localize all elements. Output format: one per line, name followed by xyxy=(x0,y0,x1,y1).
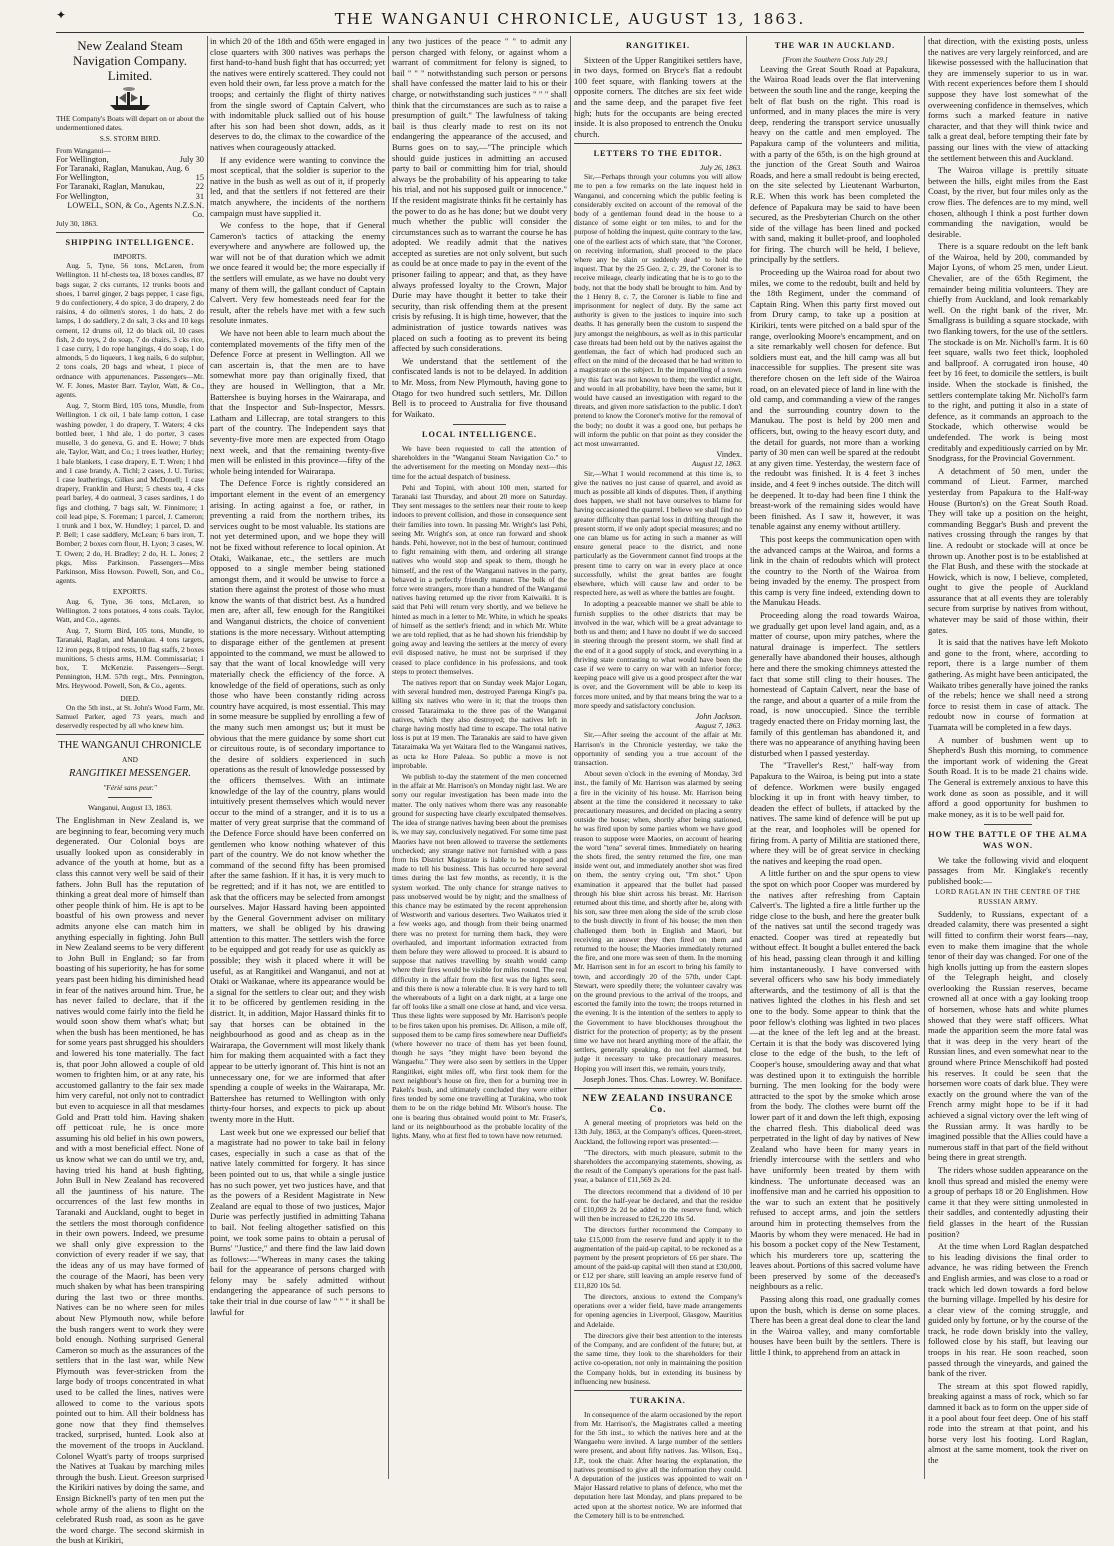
died-heading: DIED. xyxy=(120,693,140,703)
section-divider xyxy=(574,1390,742,1391)
letters-heading: LETTERS TO THE EDITOR. xyxy=(593,149,723,159)
short-divider xyxy=(984,824,1032,825)
local-paragraph: We publish to-day the statement of the men concerned in the affair at Mr. Harrison's on Monday night last. We are sorry our regular investigation has been made into the matter. The only natives whom there was any reasonable ground for suspecting have clearly exculpated themselves. The idea of strange natives having been about the premises is, we may say, conclusively negatived. For some time past Maories have not been allowed to traverse the settlements unchecked; any strange native not furnished with a pass from his District Magistrate is liable to be stopped and made to tell his business. This has occurred here several times during the last few months, as recently, it is the system worked. The only chance for strange natives to pass unobserved would be by night; and the smallness of this chance may be estimated by the recent apprehension of Westworth and various deserters. Two Waikatos tried it a few weeks ago, and though from their being unarmed there was no pretext for turning them back, they were overhauled, and important information extracted from them before they were allowed to proceed. It is absurd to suppose that natives travelling by stealth would camp where their fires would be visible for miles round. The real difficulty in the affair from the first was the lights seen, and this there is now a tolerable clue. It is very hard to tell the whereabouts of a light on a dark night, at a large one far off looks like a small one close at hand, and vice versa. Thus these lights were supposed by Mr. Harrison's people to be fires taken upon his premises. Dr. Allison, a mile off, supposed them to be camp fires somewhere near Duffield's (where however no trace of them has yet been found, though he says "they might have been beyond the Wangaehu." They were also seen by settlers in the Upper Rangitikei, eight miles off, who first took them for the next neighbour's house on fire, then for a burning tree in Pakeh's bush, and ultimately concluded they were either fires tended by some one travelling at Turakina, who took them to be on the ridge behind Mr. Wilson's house. The one is bearing thus obtained would point to Mr. Fraser's, land or its neighbourhood as the probable locality of the lights. Many, who at first fled to town have now returned. xyxy=(392,772,567,1140)
alma-paragraph: The riders whose sudden appearance on the knoll thus spread and misled the enemy were a group of perhaps 18 or 20 Englishmen. How came it that they were sitting unmolested in their saddles, and contentedly adjusting their field glasses in the heart of the Russian position? xyxy=(928,1164,1088,1239)
schedule-row: For Wellington, 15 xyxy=(56,173,204,183)
died-notice: On the 5th inst., at St. John's Wood Farm, Mr. Samuel Parker, aged 73 years, much and deservedly respected by all who knew him. xyxy=(56,702,204,731)
vessel-name: S.S. STORM BIRD. xyxy=(99,134,161,144)
leader-paragraph: Last week but one we expressed our belief that a magistrate had no power to take bail in felony cases, especially in such a case as that of the native lately committed for forgery. It has since been pointed out to us, that while a single justice has no such power, yet two justices have, and that as the powers of a Resident Magistrate in New Zealand are equal to those of two justices, Major Durie was perfectly justified in admitting Tahana to bail. Not feeling altogether satisfied on this point, we took some pains to obtain a perusal of Burns' "Justice," and there find the law laid down as follows:—"Whereas in many cases the taking bail for the appearance of persons charged with felony may be safely admitted without endangering the appearance of such persons to take their trial in due course of law " " " it shall be lawful for xyxy=(210,1126,385,1317)
alma-heading: HOW THE BATTLE OF THE ALMA WAS WON. xyxy=(928,830,1088,850)
war-paragraph: There is a square redoubt on the left bank of the Wairoa, held by 200, commanded by Major Lyons, of whom 25 men, under Lieut. Chevalier, are of the 65th Regiment, the remainder being militia volunteers. They are chiefly from Auckland, and look remarkably well. On the right bank of the river, Mr. Smallgrass is building a square stockade, with two flanking towers, for the use of the settlers. The stockade is on Mr. Nicholl's farm. It is 60 feet square, walls two feet thick, loopholed and ballproof. A corrugated iron house, 40 feet by 16 feet, to domicile the settlers, is built inside. When the stockade is finished, the settlers contemplate taking Mr. Nicholl's farm to the right, and putting it also in a state of defence, as it commands an approach to the Stockade, which otherwise would be undefended. The work is being most creditably and expeditiously carried on by Mr. Snodgrass, for the Provincial Government. xyxy=(928,241,1088,464)
alma-paragraph: Suddenly, to Russians, expectant of a dreaded calamity, there was presented a sight will fitted to confirm their worst fears—nay, even to make them imagine that the whole tenor of their day was changed. For one of the high knolls jutting up from the eastern slopes of the Telegraph height, and closely overlooking the Russian reserves, became crowned all at once with a gay looking troop of horsemen, whose hats and white plumes showed that they were staff officers. What made the apparition seem the more fatal was that it was deep in the very heart of the Russian lines, and even somewhat near to the ground where Prince Menschikoff had posted his reserves. It could be seen that the horsemen wore coats of dark blue. They were exactly on the ground where the van of the French army might hope to be if it had achieved a signal victory over the left wing of the Russian army. It was hardly to be imagined possible that the Allies could have a numerous staff in that part of the field without being there in great strength. xyxy=(928,908,1088,1163)
war-paragraph: The Wairoa village is prettily situate between the hills, eight miles from the East Coast, by the river, but four miles only as the crow flies. The defences are to my mind, well chosen, although I think a post further down commanding the navigation, would be desirable. xyxy=(928,165,1088,239)
insurance-paragraph: The directors give their best attention to the interests of the Company, and are confident of the future; but, at the same time, they look to the shareholders for their active co-operation, not only in maintaining the position the Company holds, but in extending its business by influencing new business. xyxy=(574,1330,742,1386)
top-divider xyxy=(56,32,1084,33)
leader-dateline: Wanganui, August 13, 1863. xyxy=(88,802,172,812)
war-paragraph: This post keeps the communication open with the advanced camps at the Wairoa, and forms a link in the chain of redoubts which will protect the country to the North of the Wairoa from being invaded by the enemy. The prospect from this camp is very fine indeed, extending down to the Manukau Heads. xyxy=(750,533,920,608)
letter-signature: Vindex. xyxy=(716,450,742,460)
war-paragraph: The "Traveller's Rest," half-way from Papakura to the Wairoa, is being put into a state of defence. Workmen were busily engaged blocking it up in front with heavy timber, to deaden the effect of bullets, if attacked by the natives. The same kind of defence will be put up at the rear, and loopholes will be opened for firing from. A party of Militia are stationed there, where they will be of great service in checking the natives and keeping the road open. xyxy=(750,760,920,866)
alma-paragraph: The stream at this spot flowed rapidly, breaking against a mass of rock, which so far damned it back as to form on the upper side of it a pool about four feet deep. One of his staff rode into the stream at that point, and his horse very lost his footing. Lord Raglan, almost at the same moment, took the river on the xyxy=(928,1380,1088,1465)
letter-body: Sir,—After seeing the account of the affair at Mr. Harrison's in the Chronicle yesterday, we take the opportunity of sending you a true account of the transaction. xyxy=(574,730,742,767)
steam-ad-date: July 30, 1863. xyxy=(56,219,98,229)
steam-ad-agent: LOWELL, SON, & Co., Agents N.Z.S.N. Co. xyxy=(67,200,204,220)
steamship-icon xyxy=(56,86,204,112)
letter-signature: John Jackson. xyxy=(695,711,742,721)
shipping-heading: SHIPPING INTELLIGENCE. xyxy=(65,238,195,248)
steam-ad-title: New Zealand Steam Navigation Company. Limited. xyxy=(73,38,187,83)
leader-paragraph: We have not been able to learn much about the contemplated movements of the fifty men of the Defence Force at present in Wellington. All we can ascertain is, that the men are to have somewhat more pay than originally fixed, that they are housed in Wellington, that a Mr. Battershee is buying horses in the Wairarapa, and that the Inspector and Sub-Inspector, Messrs. Latham and Lillecrap, are total strangers to this part of the country. The Independent says that seventy-five more men are expected from Otago next week, and that the remaining twenty-five men will be enlisted in this province—fifty of the whole being intended for Wairarapa. xyxy=(210,328,385,476)
local-paragraph: The natives report that on Sunday week Major Logan, with several hundred men, destroyed Parenga Kingi's pa, killing six natives who were in it; that the troops then crossed Tataraimaka to the three pas of the Wanganui natives, which they also destroyed; the natives left in charge having mostly had time to escape. The total native loss is put at 19 men. The Taranakis are said to have given Tataraimaka Wa yet Waitara fled to the Wanganui natives, as ucta ke Hore Paleaa. So public a move is not improbable. xyxy=(392,678,567,770)
section-divider xyxy=(574,1088,742,1089)
letter-body: Sir,—Perhaps through your columns you will allow me to pen a few remarks on the late inquest held in Wanganui, and concerning which the public feeling is considerably excited on account of the removal of the body of a gentleman found dead in the house to a distance of some eight or ten miles, to and for the purpose of holding the inquest, quite contrary to the law, one of the earliest acts of which state, that "the Coroner, on receiving information, shall proceed to the place where any be slain or suddenly dead" to hold the inquest. That by the 25 Geo. 2, c. 29, the Coroner is to receive mileage, clearly indicating that he is to go to the body, not that the body shall be brought to him. And by the 1 Henry 8, c. 7, the Coroner is liable to fine and imprisonment for neglect of duty. By the same act authority is given to the justices to inquire into such deaths. It has generally been the custom to suspend the jury amongst the neighbours, as well as in this particular case threats had been held out by the natives against the gentleman, the fact of which had produced such an effect on the mind of the deceased that he had written to a magistrate on the subject. In the impanelling of a town jury this fact was not known to them; the verdict might, and would in all probability, have been the same, but it would have caused an investigation with regard to the threats, and given more satisfaction to the public. I don't pretend to know the Coroner's motive for the removal of the body; no doubt it was a good one, but perhaps he will inform the public on that point as they consider the act most unwarranted. xyxy=(574,172,742,449)
insurance-paragraph: The directors, anxious to extend the Company's operations over a wider field, have made arrangements for opening agencies in Liverpool, Glasgow, Mauritius and Adelaide. xyxy=(574,1291,742,1329)
letter-body: About seven o'clock in the evening of Monday, 3rd inst., the family of Mr. Harrison was alarmed by seeing a fire in the vicinity of his house. Mr. Harrison being absent at the time the considered it necessary to take precautionary measures, and decided on placing a sentry outside the house; when, shortly after being stationed, he was fired upon by some parties whom we have good reason to suppose were Maories, on account of hearing the word "tena" several times. Immediately on hearing the shots fired, the sentry returned the fire, one man inside went out, and immediately another shot was fired on them, the sentry crying out, "I'm shot." Upon examination it appeared that the bullet had passed through his blue shirt across his breast. Mr. Harrison returned about this time, and shortly after he, along with his son, saw three men along the side of the scrub close to the bush directly in front of his house; the men then challenged them both in English and Maori, but receiving an answer they then fired on them and returned to the house; the Maories immediately returned the fire, and one more was seen of them. In the morning Mr. Harrison sent in for an escort to bring his family to town, and accordingly 20 of the 57th, under Capt. Stewart, were speedily there; the volunteer cavalry was on the ground previous to the arrival of the troops, and escorted the family into the town; the troops returned in the evening. It is the intention of the settlers to apply to the Government to have blockhouses throughout the district for the protection of property; as by the present time we have not heard anything more of the affair, the settlers, generally speaking, do not feel alarmed, but judge it necessary to take precautionary measures. Hoping you will insert this, we remain, yours truly, xyxy=(574,769,742,1073)
local-paragraph: We have been requested to call the attention of shareholders in the "Wanganui Steam Navigation Co." to the advertisement for the meeting on Monday next—this time for the actual despatch of business. xyxy=(392,443,567,481)
war-paragraph: A number of bushmen went up to Shepherd's Bush this morning, to commence the important work of widening the Great South Road. It is to be made 21 chains wide. The General is extremely anxious to have this work done as soon as possible, and it will afford a good opportunity for bushmen to make money, as it is to be well paid for. xyxy=(928,734,1088,819)
war-paragraph: Proceeding up the Wairoa road for about two miles, we come to the redoubt, built and held by the 18th Regiment, under the command of Captain Ring. When this party first moved out from Drury camp, to take up a position at Kirikiri, tents were pitched on a bald spur of the range, overlooking Moore's encampment, and on a site remarkably well chosen for defence. But soldiers must eat, and the hill camp was all but inaccessible for supplies. The present site was therefore chosen on the left side of the Wairoa road, on an elevated piece of land in line with the old camp, and commanding a view of the ranges and the surrounding country down to the Manukau. The post is held by 200 men and officers, but, owing to the heavy escort duty, and the detail for guards, not more than a working party of 30 men can well be spared at the redoubt at any given time. Yesterday, the western face of the redoubt was finished. It is 4 feet 3 inches inside, and 4 feet 9 inches outside. The ditch will be deepened. It to-day had been fine I think the breast-work of the remaining sides would have been finished. As I saw it, however, it was tenable against any enemy without artillery. xyxy=(750,267,920,532)
war-paragraph: A detachment of 50 men, under the command of Lieut. Farmer, marched yesterday from Papakura to the Half-way House (Burton's) on the Great South Road. They will take up a position on the height, commanding Beggar's Bush and prevent the natives crossing through the ranges by that line. A redoubt or stockade will at once be thrown up. Another post is to be established at the Flat Bush, and these with the stockade at Howick, which is now, I believe, completed, ought to give the people of Auckland assurance that at all events they are tolerably secure from surprise by natives from without, whatever may be said of those within, their gates. xyxy=(928,465,1088,635)
short-divider xyxy=(108,797,152,798)
letter-date: July 26, 1863. xyxy=(700,162,742,172)
column-3 xyxy=(392,36,567,1479)
insurance-paragraph: The directors further recommend the Company to take £15,000 from the reserve fund and apply it to the augmentation of the paid-up capital, to be reckoned as a payment by the present proprietors of £6 per share. The amount of the paid-up capital will then stand at £30,000, or £12 per share, still leaving an ample reserve fund of £11,820 10s 5d. xyxy=(574,1225,742,1290)
letter-signature: Joseph Jones. Thos. Chas. Lowrey. W. Boniface. xyxy=(583,1074,742,1084)
letter-date: August 7, 1863. xyxy=(695,721,742,731)
alma-paragraph: At the time when Lord Raglan despatched to his leading divisions the final order to advance, he was riding between the French and English armies, and was close to a road or track which led down towards a ford below the burning village. Impelled by his desire for a clear view of the coming struggle, and guided only by fortune, or by the course of the track, he rode down briskly into the valley, followed close by his staff, but leaving our troops in his rear. He soon reached, soon passed through the vineyards, and gained the bank of the river. xyxy=(928,1241,1088,1379)
page-title: THE WANGANUI CHRONICLE, AUGUST 13, 1863. xyxy=(334,10,806,28)
section-divider xyxy=(56,232,204,233)
column-divider xyxy=(570,36,571,1479)
war-heading: THE WAR IN AUCKLAND. xyxy=(774,41,896,50)
leader-paragraph: any two justices of the peace " " to admit any person charged with felony, or against whom a warrant of commitment for felony is signed, to bail " " " notwithstanding such person or persons shall have confessed the matter laid to his or their charge, or notwithstanding such justices " " " shall think that the circumstances are such as to raise a presumption of guilt." The lawfulness of taking bail is thus clearly made to rest on its not endangering the appearance of the accused, and Burns goes on to say,—"The principle which should guide justices in admitting an accused party to bail or committing him for trial, should always be the probability of his appearing to take his trial, and not his supposed guilt or innocence." If the resident magistrate thinks fit he certainly has the power to do as he has done; but we doubt very much whether the public will consider the circumstances such as to warrant the course he has adopted. We readily admit that the natives accepted as sureties are not only solvent, but such as could be at once made to pay in the event of the prisoner failing to appear; and that, as they have always professed loyalty to the Crown, Major Durie may have thought it better to take their security, than risk offending them at the present crisis by refusing. It is high time, however, that the administration of justice towards natives was placed on such a footing as to prevent its being affected by such considerations. xyxy=(392,36,567,354)
leader-paragraph: in which 20 of the 18th and 65th were engaged in close quarters with 300 natives was perhaps the first hand-to-hand bush fight that has occurred; yet the natives were entirely scattered. They could not even hold their own, far less prove a match for the troops; and certainly the flight of thirty natives from the single sword of Captain Calvert, who with indomitable pluck sallied out of his house after his son had been shot down, adds, as it deserves to do, the climax to the cowardice of the natives when courageously attacked. xyxy=(210,36,385,152)
imports-heading: IMPORTS. xyxy=(113,252,147,262)
schedule-row: For Wellington, July 30 xyxy=(56,154,204,164)
leader-paragraph: The Defence Force is rightly considered an important element in the event of an emergency arising. In acting against a foe, or rather, in preventing a raid from the northern tribes, its services ought to be most valuable. Its stations are not yet determined upon, and we hope they will not be fixed without reference to local opinion. At Otaki, Waikanae, etc., the settlers are much opposed to a single member being stationed amongst them, and it would be unwise to force a station there against the protest of those who must know the wants of that district best. As a hundred men are, after all, few enough for the Rangitikei and Wanganui districts, the choice of convenient stations is the more necessary. Without attempting to disparage either of the gentlemen at present appointed to the command, we must be allowed to say that the want of local knowledge will very materially check the efficiency of the force. A knowledge of the field of operations, such as only those who have been constantly riding across country have acquired, is most essential. This may in some measure be supplied by enrolling a few of the many such men amongst us; but it must be obvious that the mere guidance by some short cut or circuitous route, is of secondary importance to the desire of soldiers experienced in such operations as the result of knowledge possessed by the officers themselves. With an intimate knowledge of the lay of the country, plans would intuitively present themselves which would never occur to the mind of a stranger, and it is to us a matter of very great surprise that the command of the Defence Force should have been conferred on gentlemen who know nothing whatever of this part of the country. We do not know whether the command of the second fifty has been promised after the same fashion. If it has, it is very much to be regretted; and if it has not, we are entitled to ask that the officers may be selected from amongst ourselves. Major Hassard having been appointed by the General Government adviser on military matters, we shall be obliged by his drawing attention to this matter. The settlers wish the force to be equipped and got ready for use as quickly as possible; they wish it placed where it will be useful, as at Rangitikei and Wanganui, and not at Otaki or Waikanae, where its appearance would be a signal for the settlers to clear out; and they wish it to be officered by gentlemen residing in the district. It, in addition, Major Hassard thinks fit to say that horses can be obtained in the neighbourhood as good and as cheap as in the Wairarapa, the Government will most likely thank him for making them acquainted with a fact they appear to be utterly ignorant of. This hint is not an unnecessary one, for we are informed that after spending a couple of weeks in the Wairarapa, Mr. Battershee has returned to Wellington with only thirty-four horses, and expects to pick up about twenty more in the Hutt. xyxy=(210,478,385,1124)
leader-paragraph: We understand that the settlement of the confiscated lands is not to be delayed. In addition to Mr. Moss, from New Plymouth, having gone to Otago for two hundred such settlers, Mr. Dillon Bell is to proceed to Australia for five thousand for Waikato. xyxy=(392,355,567,419)
insurance-paragraph: A general meeting of proprietors was held on the 13th July, 1863, at the Company's offices, Queen-street, Auckland, the following report was presented:— xyxy=(574,1118,742,1146)
local-paragraph: Pehi and Topini, with about 100 men, started for Taranaki last Thursday, and about 20 more on Saturday. They sent messages to the settlers near their route to keep indoors to prevent collision, and those in consequence sent their families into town. In passing Mr. Wright's last Pehi, seeing Mr. Wright's son, at once ran forward and shook hands. Pehi, however, not in the best of humour, continued to fight remaining with them, and ordering all strange natives who would stop and speak to them, though he himself, and the rest of the Wanganui natives in the party, behaved in a perfectly friendly manner. The bulk of the force were strangers, more than a hundred of the Wanganui natives having returned up the river from Kaiwaiki. It is said that Pehi will return very shortly, and we believe he hinted as much in a letter to Mr. White, in which he speaks of himself as the settler's friend; and in which Mr. White we are told replied, that as he had shown his friendship by going away and leaving the settlers at the mercy of every evil disposed native, he must not be surprised if they ceased to place confidence in his professions, and took steps to protect themselves. xyxy=(392,482,567,676)
local-heading: LOCAL INTELLIGENCE. xyxy=(421,430,537,440)
paper-motto: "Férié sans peur." xyxy=(103,782,157,792)
insurance-heading: NEW ZEALAND INSURANCE Co. xyxy=(582,1094,734,1115)
column-divider xyxy=(207,36,208,1479)
turakina-paragraph: In consequence of the alarm occasioned by the report from Mr. Harrison's, the Magistrates called a meeting for the 5th inst., to which the natives here and at the Wangaehu were invited. A large number of the settlers were present, and about fifty natives. Jas. Wilson, Esq., J.P., took the chair. After hearing the explanation, the natives promised to give all the information they could. A deputation of the justices was appointed to wait on Major Hassard relative to plans of defence, who met the deputation here last Monday, and plans prepared to be acted upon at the shortest notice. We are informed that the Cemetery hill is to be entrenched. xyxy=(574,1409,742,1520)
turakina-heading: TURAKINA. xyxy=(630,1395,686,1405)
leader-paragraph: The Englishman in New Zealand is, we are beginning to fear, becoming very much degenerated. Our Colonial boys are usually looked upon as considerably in advance of the youth at home, but as a class this cannot very well be said of their fathers. John Bull has the reputation of thinking a great deal more of himself than other people think of him. He is apt to be boastful of his own prowess and never admits anyone else can match him in anything especially in fighting. John Bull in New Zealand seems to be very different to John Bull in England; so far from boasting of his superiority, he has for some years past been hiding his diminished head in fear of the natives around him. True, he has never failed to declare, that if the natives would come fairly into the field he would soon show them what's what; but when the bush has been mentioned, he has for some years past shrugged his shoulders and lowered his tone materially. The fact is, that poor John allowed a couple of old women to frighten him, or at any rate, his accustomed gallantry to the fair sex made him very careful, not only not to contradict but even to acquiesce in all that mesdames Gold and Pratt told him. Having shaken off petticoat rule, he is once more assuming his old belief in his own powers, and with a most beneficial effect. None of us know what we can do until we try, and, having tried his hand at bush fighting, John Bull in New Zealand has recovered all the jauntiness of his nature. The occurrences of the last few months in Taranaki and Auckland, ought to beget in the settlers the most thorough confidence in their own powers. Indeed, we presume we shall only give expression to the conviction of every reader if we say, that the ideas any of us may have formed of the courage of the Maori, has been very much shaken by what has been transpiring during the last two or three months. Natives can be no where seen for miles about New Plymouth now, while before the bush rangers went to work they were bold enough. Nothing surprised General Cameron so much as the assurances of the settlers that in the last war, while New Plymouth was fever-stricken from the large body of troops concentrated in what used to be called the lines, natives were allowed to come to the various spots pointed out to him. All their boldness has gone now that they find themselves tracked, surprised, hunted. Look also at the movement of the troops in Auckland. Colonel Wyatt's party of troops surprised the Natives at Tuakau by marching miles through the bush. Lieut. Greeson surprised the Kirikiri natives by doing the same, and Ensign Bicknell's party of ten men put the whole army of the aliens to flight on the celebrated Rush road, as soon as he gave the word charge. The second skirmish in the bush at Kirikiri, xyxy=(56,815,204,1546)
schedule-row: For Taranaki, Raglan, Manukau, 22 xyxy=(56,182,204,192)
column-divider xyxy=(746,36,747,1479)
war-paragraph: It is said that the natives have left Mokoto and gone to the front, where, according to report, there is a large number of them gathering. As might have been anticipated, the Waikato tribes generally have joined the ranks of the rebels; hence we shall need a strong force to resist them in case of attack. The redoubt now in course of formation at Tuamata will be completed in a few days. xyxy=(928,637,1088,732)
column-1 xyxy=(56,36,204,1546)
paper-name: THE WANGANUI CHRONICLE xyxy=(58,740,202,752)
paper-subtitle: RANGITIKEI MESSENGER. xyxy=(69,767,191,779)
exports-heading: EXPORTS. xyxy=(112,587,148,597)
short-divider xyxy=(453,424,506,425)
war-paragraph: A little further on and the spur opens to view the spot on which poor Cooper was murdered by the natives after refreshing from Captain Calvert's. The lighted a fire a little further up the ridge close to the bush, and here the greater bulk of the natives sat until the second tragedy was enacted. Cooper was tired at repeatedly but without effect. It bought a bullet entered the back of his head, passing clean through it and killing him instantaneously. I have conversed with several officers who saw his body immediately afterwards, and the testimony of all is that the natives lighted the clothes in his flesh and set one to the body. Some appear to think that the poor fellow's clothing was lighted in two places—at the knee of the left leg and at the breast. Certain it is that the body was discovered lying close to the edge of the bush, to the left of Cooper's house, smouldering away and that what was destined upon it to extinguish the horrible burning. The men looking for the body were attracted to the spot by the smoke which arose from the body. The clothes were burnt off the lower part of it and down the left thigh, exposing the charred flesh. This diabolical deed was perpetrated in the light of day by natives of New Zealand who have been for many years in friendly intercourse with the settlers and who have uniformly been treated by them with kindness. The unfortunate deceased was an inoffensive man and he carried his opposition to the war to such an extent that he positively refused to accept arms, and join the settlers around him in protecting themselves from the Maoris by whom they were menaced. He had in his bosom a pocket copy of the New Testament, which his murderers tore up, scattering the leaves about. Portions of this sacred volume have been preserved by some of the deceased's neighbours as a relic. xyxy=(750,868,920,1292)
column-6 xyxy=(928,36,1088,1479)
column-5 xyxy=(750,36,920,1479)
paper-and: AND xyxy=(121,755,138,765)
exports-entry: Aug. 7, Storm Bird, 105 tons, Mundle, to Taranaki, Raglan, and Manukau. 4 tons targets, 12 iron pegs, 8 tripod rests, 10 flag staffs, 2 boxes munitions, 5 chests arms, H.M. Commissariat; 1 box, T. McKenzie. Passengers—Sergt. Pennington, H.M. 57th regt., Mrs. Pennington, Mrs. Heywood. Powell, Son, & Co., agents. xyxy=(56,626,204,691)
imports-entry: Aug. 5, Tyne, 56 tons, McLaren, from Wellington. 11 hf-chests tea, 18 boxes candles, 87 bags sugar, 2 cks currants, 12 trunks boots and shoes, 1 barrel ginger, 2 bags pepper, 1 case figs, 9 do confectionery, 4 do spice, 3 do drapery, 2 do raisins, 4 do oilmen's stores, 1 do hats, 2 do lamps, 1 do saddlery, 2 do salt, 3 cks and 10 kegs cement, 12 drums oil, 12 do black oil, 10 cases fish, 2 do toys, 2 do soap, 7 do chairs, 3 cks rice, 1 case curry, 1 do rope hangings, 4 do soap, 1 do almonds, 5 do liqueurs, 1 keg nails, 6 do sulphur, 2 tons coals, 20 bags and wheat, 1 piece of ordnance with appurtenances. Passengers—Mr. W. F. Jones, Master Barr. Taylor, Watt, & Co., agents. xyxy=(56,261,204,400)
schedule-row: For Taranaki, Raglan, Manukau, Aug. 6 xyxy=(56,164,190,174)
exports-entry: Aug. 6, Tyne, 36 tons, McLaren, to Wellington. 2 tons potatoes, 4 tons coals. Taylor, Watt, and Co., agents. xyxy=(56,596,204,624)
column-divider xyxy=(924,36,925,1479)
letter-date: August 12, 1863. xyxy=(691,459,742,469)
column-2 xyxy=(210,36,385,1479)
steam-ad-intro: THE Company's Boats will depart on or about the undermentioned dates. xyxy=(56,114,204,133)
schedule-from: From Wanganui— xyxy=(56,145,111,155)
leader-paragraph: If any evidence were wanting to convince the most sceptical, that the soldier is superior to the native in the bush as well as out of it, if properly led, and that the settlers if not fettered are their match anywhere, the incidents of the northern campaign must have supplied it. xyxy=(210,154,385,218)
war-paragraph: Passing along this road, one gradually comes upon the bush, which is dense on some places. There has been a great deal done to clear the land in the Wairoa valley, and many comfortable houses have been built by the settlers. There is little I think, to apprehend from an attack in xyxy=(750,1294,920,1358)
war-paragraph: that direction, with the existing posts, unless the natives are very largely reinforced, and are likewise possessed with the hallucination that they are immensely superior to us in war. With recent experiences before them I should suppose they have lost somewhat of the overweening confidence in themselves, which forms such a marked feature in native character, and that they will think twice and talk a great deal, before tempting their fate by passing our lines with the view of attacking the settlement between this and Auckland. xyxy=(928,36,1088,163)
insurance-paragraph: The directors recommend that a dividend of 10 per cent. for the half-year be declared, and that the residue of £10,069 2s 2d be added to the reserve fund, which will then be increased to £26,220 10s 5d. xyxy=(574,1186,742,1224)
alma-intro: We take the following vivid and eloquent passages from Mr. Kinglake's recently published book:— xyxy=(928,854,1088,886)
section-divider xyxy=(574,143,742,144)
schedule-row: For Wellington, 31 xyxy=(56,191,204,201)
column-4 xyxy=(574,36,742,1520)
column-divider xyxy=(388,36,389,1479)
masthead xyxy=(56,4,1084,32)
alma-subheading: LORD RAGLAN IN THE CENTRE OF THE RUSSIAN ARMY. xyxy=(935,888,1081,906)
insurance-paragraph: "The directors, with much pleasure, submit to the shareholders the accompanying statements, showing, as the result of the Company's operations for the past half-year, a balance of £11,569 2s 2d. xyxy=(574,1147,742,1185)
leader-paragraph: We confess to the hope, that if General Cameron's tactics of attacking the enemy everywhere and anywhere are followed up, the war will not be of that duration which we admit we once feared it would be; the more especially if the settlers will emulate, as we have no doubt very many of them will, the gallant conduct of Captain Calvert. Very few homesteads need fear for the result, after the rebels have met with a few such resolute inmates. xyxy=(210,220,385,326)
page-ornament-icon: ✦ xyxy=(56,8,67,22)
war-paragraph: Leaving the Great South Road at Papakura, the Wairoa Road leads over the flat intervening between the south line and the range, keeping the belt of flat bush on the right. This road is unformed, and in many places the mire is very deep, rendering the transport service unusually heavy on the cattle and men employed. The Papakura camp of the volunteers and militia, with a party of the 65th, is on the high ground at the junction of the Great South and Wairoa Roads, and here a small redoubt is being erected, on the site selected by Lieutenant Warburton, R.E. When this work has been completed the defence of Papakura may be said to have been secured, as the Presbyterian Church on the other side of the village has been lined and pocked with sand, making it bullet-proof, and loopholed for firing. The church will be held, I believe, principally by the settlers. xyxy=(750,63,920,265)
section-divider xyxy=(56,734,204,735)
letter-body: In adopting a peaceable manner we shall be able to furnish supplies to the other districts that may be involved in the war, which will be a great advantage to both us and them; and I have no doubt if we do succeed in steering through the present storm, we shall find at the end of it a good supply of stock, and everything in a thriving state contrasting to what would have been the case if we were to carry on war with an inferior force; keeping peace will give us a good prospect after the war is over, and the Government will be able to keep its forces more united, and by that means bring the war to a more speedy and satisfactory conclusion. xyxy=(574,599,742,710)
rangitikei-heading: RANGITIKEI. xyxy=(625,41,690,50)
rangitikei-paragraph: Sixteen of the Upper Rangitikei settlers have, in two days, formed on Bryce's flat a redoubt 100 feet square, with flanking towers at the opposite corners. The ditches are six feet wide and the same deep, and the parapet five feet high; huts for the occupants are being erected inside. It is also proposed to entrench the Onuku church. xyxy=(574,54,742,139)
letter-body: Sir,—What I would recommend at this time is, to give the natives no just cause of quarrel, and avoid as much as possible all kinds of disputes. Then, if anything does happen, we shall not have ourselves to blame for having occasioned the quarrel. I believe we shall find no greater difficulty than partial loss in drifting through the present storm, if we only adopt special measures; and no one can blame us for acting in such a manner as will ensure general peace to the district, and none particularly as the Government cannot find troops at the present time to carry on war in every place at once successfully, whilst the great battles are fought elsewhere, which will cause law and order to be respected here, as well as where the battles are fought. xyxy=(574,468,742,598)
imports-entry: Aug. 7, Storm Bird, 105 tons, Mundle, from Wellington. 1 ck oil, 1 bale lamp cotton, 1 case washing powder, 1 do drapery, T. Waters; 4 cks bottled beer, 1 hhd ale, 1 do porter, 3 cases muselle, 3 do geneva, G. and E. Howe; 7 bhds ale, Taylor, Watt, and Co.; 1 trees leather, Hurley; 1 bale blankets, 1 case drapery, E. T. Wren; 1 hhd and 1 case brandy, A. Tichl; 2 cases, J. U. Turiss; 1 case leatherings, Gilkes and McDonell; 1 case drapery, Franklin and Hurst; 5 chests tea, 4 cks pearl barley, 4 do oatmeal, 3 cases sardines, 1 do figs and clothing, 7 bags salt, W. Finnimore; 1 coil lead pipe, S. Foreman; 1 parcel, J. Cameron; 1 trunk and 1 box, W. Hundley; 1 parcel, D. and P. Bell; 1 case saddlery, McLean; 6 bars iron, T. Bomber; 2 boxes corn flour, H. Lyon; 3 cases, W. T. Owen; 2 do, H. Bradley; 2 do, H. L. Jones; 2 pkgs, Miss Parkinson. Passengers—Miss Parkinson, Miss Howson. Powell, Son, and Co., agents. xyxy=(56,401,204,586)
war-source: [From the Southern Cross July 29.] xyxy=(782,54,888,64)
war-paragraph: Proceeding along the road towards Wairoa, we gradually get upon level land again, and, as a matter of course, upon miry patches, where the natural drainage is imperfect. The settlers generally have abandoned their houses, although here and there the smoking chimneys attested the fact that some still cling to their houses. The homestead of Captain Calvert, near the base of the range, and about a quarter of a mile from the road, is now unoccupied. Since the terrible tragedy enacted there on Friday morning last, the family of this gentleman has abandoned it, and there was no appearance of anything having been disturbed when I passed yesterday. xyxy=(750,610,920,758)
